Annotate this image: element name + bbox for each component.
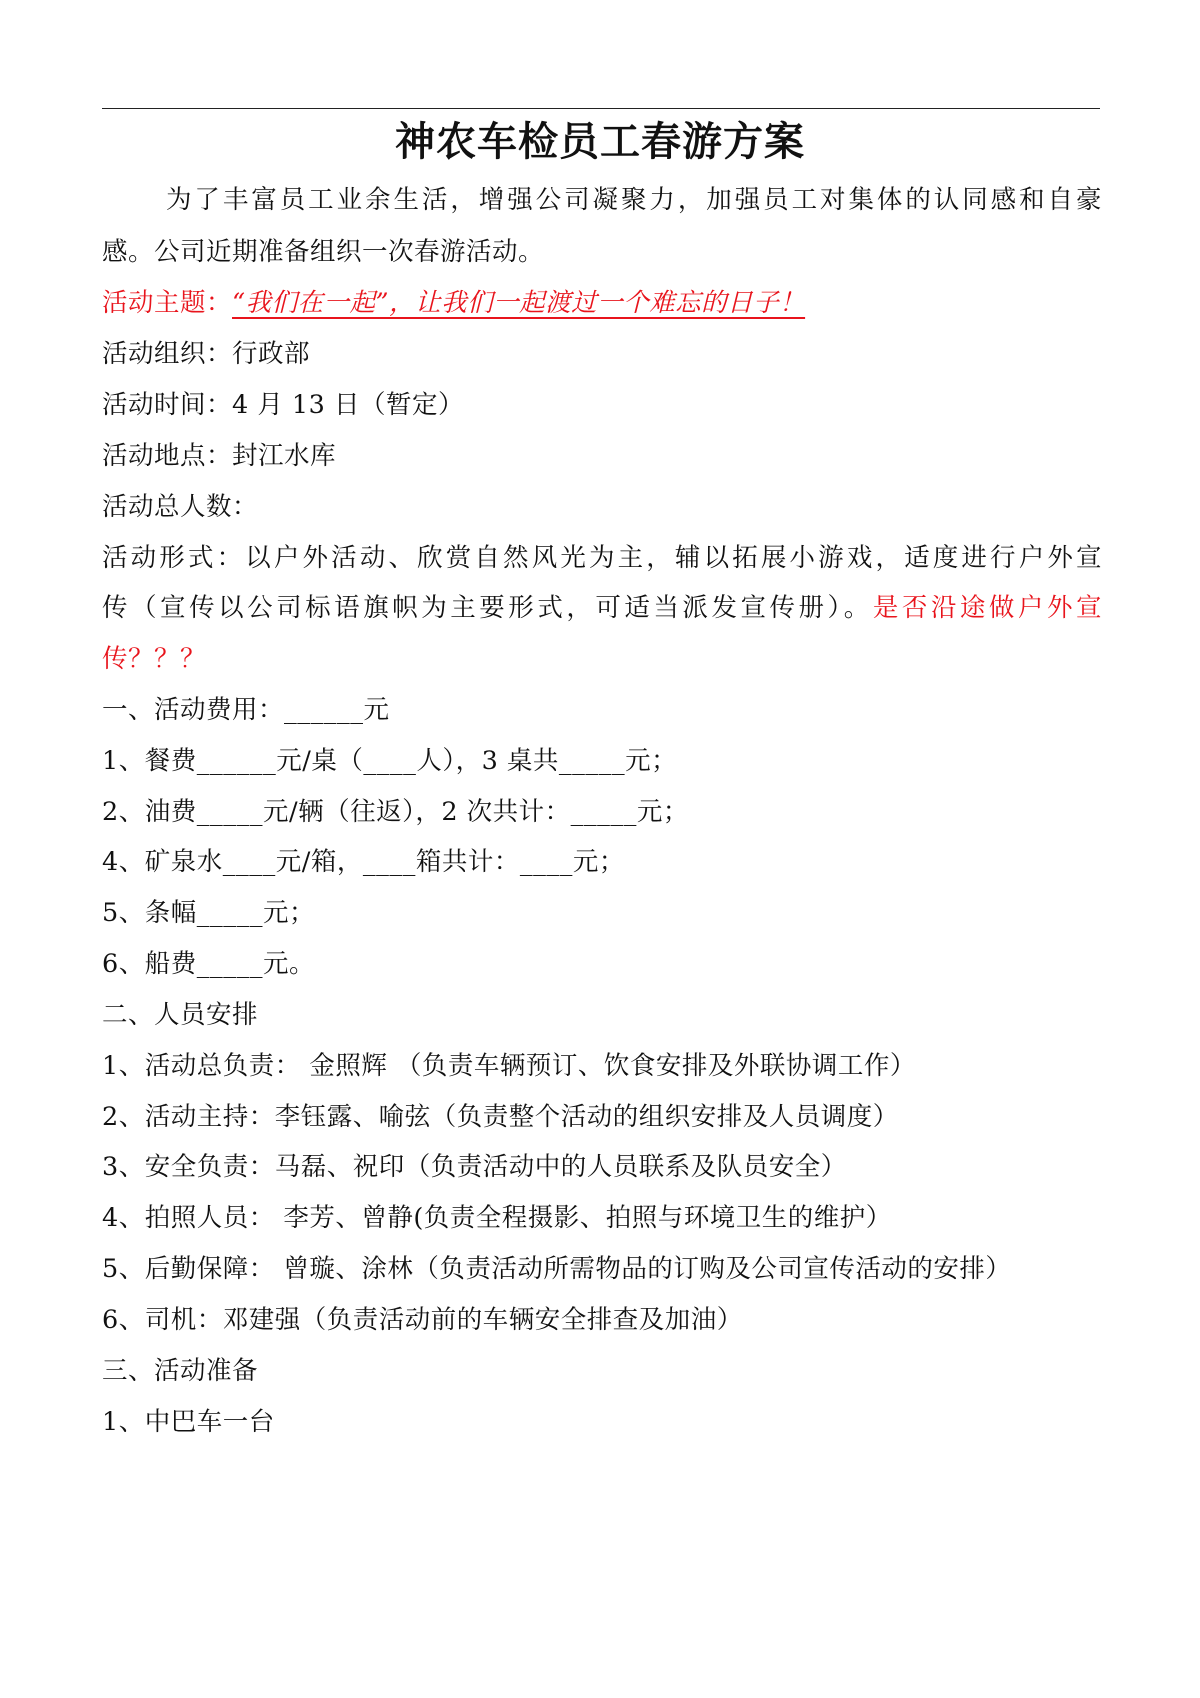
intro-line-2: 感。公司近期准备组织一次春游活动。 <box>102 237 545 267</box>
format-text: 传（宣传以公司标语旗帜为主要形式，可适当派发宣传册）。 <box>102 593 873 623</box>
activity-time: 活动时间：4 月 13 日（暂定） <box>102 390 464 420</box>
theme-label: 活动主题： <box>102 288 233 318</box>
activity-headcount: 活动总人数： <box>102 492 259 522</box>
preparation-item: 1、中巴车一台 <box>102 1407 275 1437</box>
activity-format-line-2 <box>102 590 1102 626</box>
cost-item: 5、条幅_____元； <box>102 898 315 928</box>
activity-location: 活动地点：封江水库 <box>102 441 337 471</box>
cost-item: 2、油费_____元/辆（往返），2 次共计：_____元； <box>102 797 689 827</box>
staff-item: 5、后勤保障： 曾璇、涂林（负责活动所需物品的订购及公司宣传活动的安排） <box>102 1254 1012 1284</box>
staff-item: 4、拍照人员： 李芳、曾静(负责全程摄影、拍照与环境卫生的维护） <box>102 1203 892 1233</box>
document-title: 神农车检员工春游方案 <box>395 119 805 165</box>
section-preparation-heading: 三、活动准备 <box>102 1356 259 1386</box>
cost-item: 4、矿泉水____元/箱，____箱共计：____元； <box>102 847 625 877</box>
cost-item: 6、船费_____元。 <box>102 949 315 979</box>
theme-value: “我们在一起”，让我们一起渡过一个难忘的日子！ <box>232 288 806 318</box>
header-rule <box>102 108 1100 109</box>
intro-line-1: 为了丰富员工业余生活，增强公司凝聚力，加强员工对集体的认同感和自豪 <box>166 185 1102 215</box>
activity-organizer: 活动组织：行政部 <box>102 339 311 369</box>
staff-item: 3、安全负责：马磊、祝印（负责活动中的人员联系及队员安全） <box>102 1152 847 1182</box>
activity-theme <box>102 285 1102 321</box>
section-costs-heading: 一、活动费用：______元 <box>102 695 390 725</box>
format-question: 是否沿途做户外宣 <box>872 593 1102 623</box>
section-staff-heading: 二、人员安排 <box>102 1000 259 1030</box>
staff-item: 1、活动总负责： 金照辉 （负责车辆预订、饮食安排及外联协调工作） <box>102 1051 916 1081</box>
cost-item: 1、餐费______元/桌（____人），3 桌共_____元； <box>102 746 678 776</box>
activity-format-line-1: 活动形式：以户外活动、欣赏自然风光为主，辅以拓展小游戏，适度进行户外宣 <box>102 543 1102 573</box>
staff-item: 6、司机：邓建强（负责活动前的车辆安全排查及加油） <box>102 1305 743 1335</box>
activity-format-line-3: 传？？？ <box>102 644 207 674</box>
staff-item: 2、活动主持：李钰露、喻弦（负责整个活动的组织安排及人员调度） <box>102 1102 899 1132</box>
